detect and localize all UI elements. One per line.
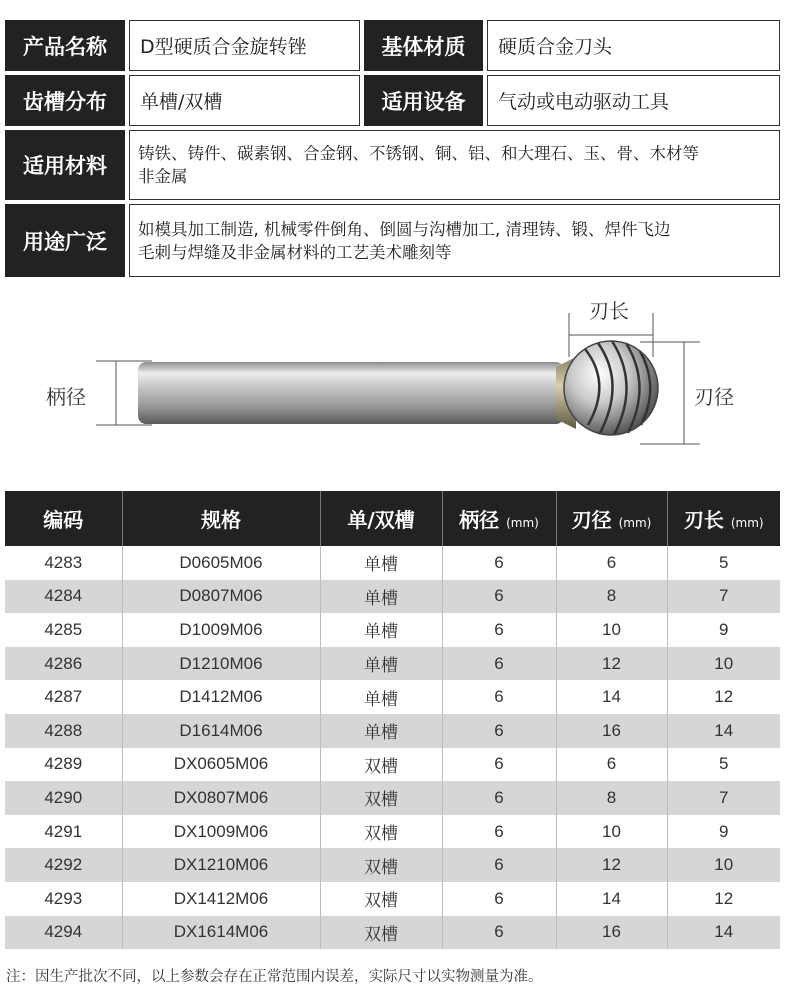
table-row: [5, 580, 780, 614]
table-cell: 4293: [5, 882, 122, 916]
column-header: [5, 491, 122, 546]
table-cell: 9: [667, 815, 780, 849]
column-unit: (mm): [618, 516, 652, 530]
equipment-label: 适用设备: [364, 75, 483, 126]
table-cell: 6: [442, 848, 556, 882]
table-cell: D0807M06: [122, 580, 320, 614]
table-row: [5, 613, 780, 647]
table-cell: 单槽: [320, 580, 442, 614]
table-row: [5, 748, 780, 782]
materials-label: 适用材料: [5, 130, 125, 200]
column-header-text: 刃长: [683, 508, 724, 532]
table-cell: 6: [442, 546, 556, 580]
equipment-value: 气动或电动驱动工具: [487, 75, 780, 126]
table-cell: D1412M06: [122, 680, 320, 714]
table-cell: 6: [442, 882, 556, 916]
table-cell: D1009M06: [122, 613, 320, 647]
rotary-burr-illustration: [0, 285, 790, 475]
head-diameter-label: 刃径: [694, 385, 734, 409]
column-header-text: 单/双槽: [347, 508, 415, 532]
flute-type-label: 齿槽分布: [5, 75, 125, 126]
shank-diameter-label: 柄径: [46, 385, 86, 409]
table-cell: DX0807M06: [122, 781, 320, 815]
column-header: [556, 491, 667, 546]
table-cell: 6: [442, 781, 556, 815]
usage-line-2: 毛刺与焊缝及非金属材料的工艺美术雕刻等: [138, 242, 452, 262]
usage-line-1: 如模具加工制造, 机械零件倒角、倒圆与沟槽加工, 清理铸、锻、焊件飞边: [138, 219, 671, 239]
table-cell: 7: [667, 580, 780, 614]
materials-line-2: 非金属: [138, 167, 188, 186]
table-cell: 10: [556, 815, 667, 849]
table-cell: 8: [556, 781, 667, 815]
table-cell: 双槽: [320, 916, 442, 950]
table-cell: D1614M06: [122, 714, 320, 748]
table-cell: 4288: [5, 714, 122, 748]
table-cell: 双槽: [320, 882, 442, 916]
table-cell: 12: [667, 680, 780, 714]
column-unit: (mm): [730, 516, 764, 530]
table-row: [5, 647, 780, 681]
table-cell: DX1614M06: [122, 916, 320, 950]
table-cell: 6: [442, 748, 556, 782]
column-header: [122, 491, 320, 546]
table-cell: 8: [556, 580, 667, 614]
info-row-materials: [5, 130, 780, 200]
table-cell: 5: [667, 748, 780, 782]
table-cell: 双槽: [320, 748, 442, 782]
table-cell: 10: [667, 848, 780, 882]
product-name-label: 产品名称: [5, 20, 125, 71]
spec-table: [5, 491, 780, 949]
table-cell: DX1009M06: [122, 815, 320, 849]
column-header-text: 刃径: [571, 508, 612, 532]
table-cell: DX0605M06: [122, 748, 320, 782]
table-cell: D0605M06: [122, 546, 320, 580]
column-header: [320, 491, 442, 546]
table-cell: 14: [667, 916, 780, 950]
column-header: [667, 491, 780, 546]
table-row: [5, 882, 780, 916]
table-cell: 4292: [5, 848, 122, 882]
spec-table-header: [5, 491, 780, 546]
column-header: [442, 491, 556, 546]
table-row: [5, 546, 780, 580]
table-cell: 单槽: [320, 647, 442, 681]
table-cell: 5: [667, 546, 780, 580]
table-cell: 12: [556, 848, 667, 882]
table-cell: 6: [442, 714, 556, 748]
table-cell: 6: [442, 580, 556, 614]
product-name-value: D型硬质合金旋转锉: [129, 20, 360, 71]
info-row-flute: [5, 75, 780, 126]
shank: [138, 362, 564, 424]
table-cell: 4294: [5, 916, 122, 950]
column-header-text: 柄径: [459, 508, 500, 532]
table-cell: 4287: [5, 680, 122, 714]
table-cell: 单槽: [320, 680, 442, 714]
table-row: [5, 714, 780, 748]
materials-value: [129, 130, 780, 200]
table-cell: 16: [556, 916, 667, 950]
table-row: [5, 848, 780, 882]
table-cell: 12: [556, 647, 667, 681]
table-cell: 6: [442, 815, 556, 849]
ball-head: [564, 341, 658, 435]
table-cell: 6: [442, 647, 556, 681]
column-header-text: 规格: [201, 508, 241, 532]
table-cell: 9: [667, 613, 780, 647]
blade-length-label: 刃长: [589, 299, 629, 323]
table-cell: 6: [556, 546, 667, 580]
table-cell: 6: [442, 916, 556, 950]
table-cell: 6: [556, 748, 667, 782]
footnote: 注：因生产批次不同，以上参数会存在正常范围内误差，实际尺寸以实物测量为准。: [6, 969, 543, 985]
table-cell: 4291: [5, 815, 122, 849]
table-cell: 双槽: [320, 848, 442, 882]
base-material-label: 基体材质: [364, 20, 483, 71]
table-cell: 12: [667, 882, 780, 916]
table-cell: 6: [442, 613, 556, 647]
table-cell: D1210M06: [122, 647, 320, 681]
column-unit: (mm): [506, 516, 539, 530]
flute-type-value: 单槽/双槽: [129, 75, 360, 126]
table-row: [5, 680, 780, 714]
table-row: [5, 781, 780, 815]
table-row: [5, 916, 780, 950]
table-cell: 4284: [5, 580, 122, 614]
table-cell: 6: [442, 680, 556, 714]
table-row: [5, 815, 780, 849]
usage-label: 用途广泛: [5, 204, 125, 277]
table-cell: 4286: [5, 647, 122, 681]
column-header-text: 编码: [43, 508, 84, 532]
table-cell: 单槽: [320, 613, 442, 647]
usage-value: [129, 204, 780, 277]
info-row-usage: [5, 204, 780, 277]
info-row-product-name: [5, 20, 780, 71]
product-diagram: [0, 285, 790, 475]
table-cell: 14: [556, 882, 667, 916]
spec-table-body: [5, 546, 780, 949]
table-cell: 10: [667, 647, 780, 681]
table-cell: DX1412M06: [122, 882, 320, 916]
table-cell: 10: [556, 613, 667, 647]
table-cell: 双槽: [320, 815, 442, 849]
table-cell: 14: [667, 714, 780, 748]
table-cell: 单槽: [320, 714, 442, 748]
table-cell: 4290: [5, 781, 122, 815]
table-cell: 7: [667, 781, 780, 815]
table-cell: 单槽: [320, 546, 442, 580]
table-cell: DX1210M06: [122, 848, 320, 882]
base-material-value: 硬质合金刀头: [487, 20, 780, 71]
table-cell: 14: [556, 680, 667, 714]
materials-line-1: 铸铁、铸件、碳素钢、合金钢、不锈钢、铜、铝、和大理石、玉、骨、木材等: [138, 144, 699, 163]
table-cell: 4283: [5, 546, 122, 580]
table-cell: 4289: [5, 748, 122, 782]
table-cell: 双槽: [320, 781, 442, 815]
table-cell: 4285: [5, 613, 122, 647]
table-cell: 16: [556, 714, 667, 748]
